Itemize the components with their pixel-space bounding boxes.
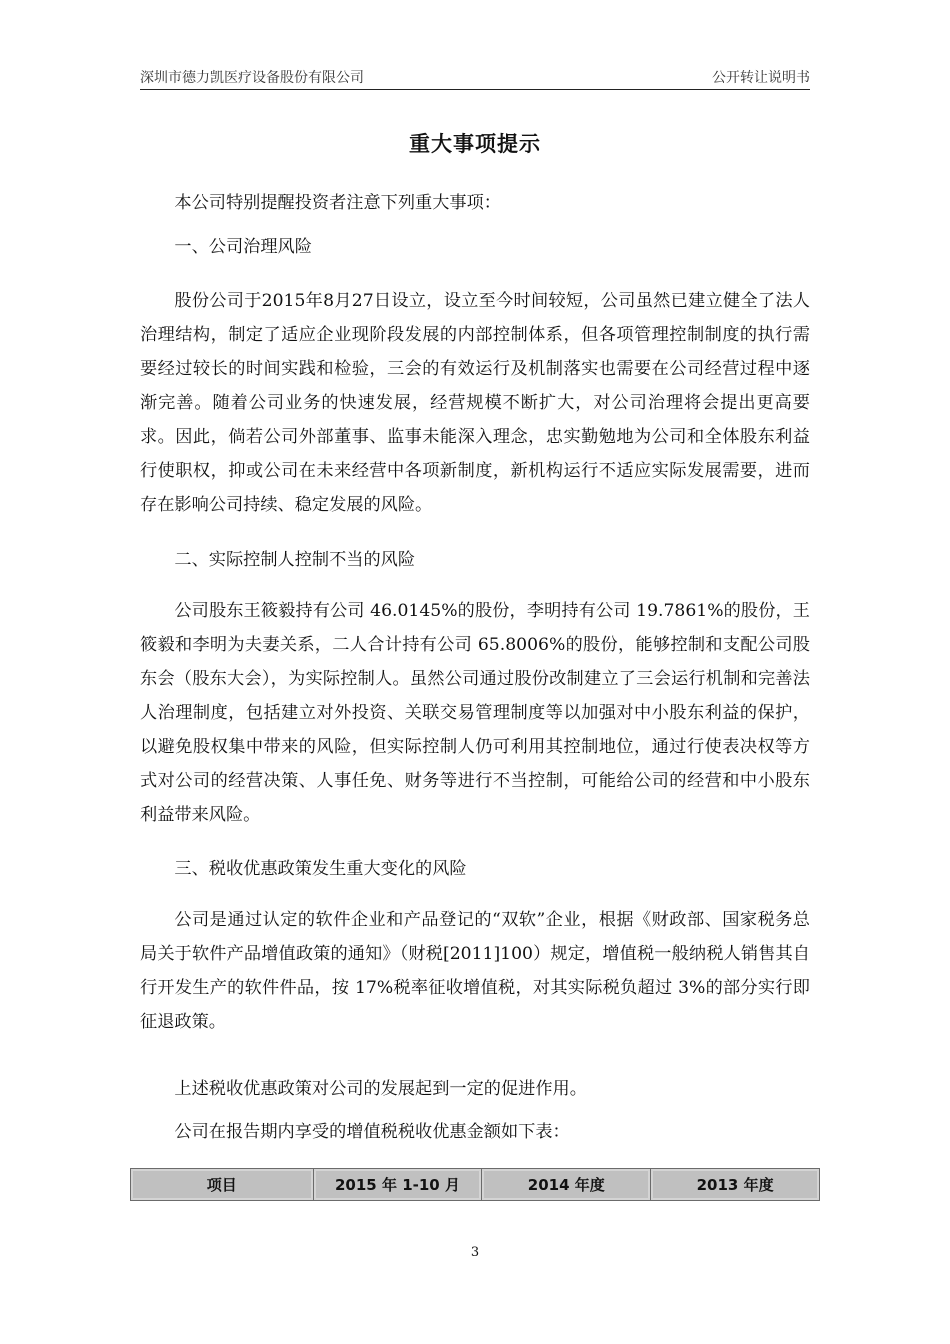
tax-benefit-table <box>130 1168 820 1201</box>
page-header <box>140 66 810 90</box>
table-header-2015: 2015 年 1-10 月 <box>313 1169 482 1201</box>
section-3-heading: 三、税收优惠政策发生重大变化的风险 <box>174 859 467 879</box>
header-document-type: 公开转让说明书 <box>712 70 810 86</box>
page-number: 3 <box>470 1245 480 1260</box>
section-1-heading: 一、公司治理风险 <box>174 237 312 257</box>
table-intro-text: 公司在报告期内享受的增值税税收优惠金额如下表： <box>174 1122 570 1142</box>
section-1-paragraph: 股份公司于2015年8月27日设立，设立至今时间较短，公司虽然已建立健全了法人治理结构，制定了适应企业现阶段发展的内部控制体系，但各项管理控制制度的执行需要经过较长的时间实践和检验，三会的有效运行及机制落实也需要在公司经营过程中逐渐完善。随着公司业务的快速发展，经营规模不断扩大，对公司治理将会提出更高要求。因此，倘若公司外部董事、监事未能深入理念，忠实勤勉地为公司和全体股东利益行使职权，抑或公司在未来经营中各项新制度，新机构运行不适应实际发展需要，进而存在影响公司持续、稳定发展的风险。 <box>140 291 810 515</box>
table-header-2013: 2013 年度 <box>651 1169 820 1201</box>
intro-text: 本公司特别提醒投资者注意下列重大事项： <box>174 193 501 213</box>
section-3-paragraph: 公司是通过认定的软件企业和产品登记的“双软”企业，根据《财政部、国家税务总局关于软件产品增值政策的通知》（财税[2011]100）规定，增值税一般纳税人销售其自行开发生产的软件件品，按 17%税率征收增值税，对其实际税负超过 3%的部分实行即征退政策。 <box>140 910 810 1032</box>
section-2-heading: 二、实际控制人控制不当的风险 <box>174 550 416 570</box>
table-header-item: 项目 <box>131 1169 314 1201</box>
table-header-row <box>131 1169 820 1201</box>
header-company-name: 深圳市德力凯医疗设备股份有限公司 <box>140 70 364 86</box>
section-2-paragraph: 公司股东王筱毅持有公司 46.0145%的股份，李明持有公司 19.7861%的股份，王筱毅和李明为夫妻关系，二人合计持有公司 65.8006%的股份，能够控制和支配公司股东会（股东大会），为实际控制人。虽然公司通过股份改制建立了三会运行机制和完善法人治理制度，包括建立对外投资、关联交易管理制度等以加强对中小股东利益的保护，以避免股权集中带来的风险，但实际控制人仍可利用其控制地位，通过行使表决权等方式对公司的经营决策、人事任免、财务等进行不当控制，可能给公司的经营和中小股东利益带来风险。 <box>140 601 810 825</box>
section-3-note: 上述税收优惠政策对公司的发展起到一定的促进作用。 <box>174 1079 587 1099</box>
table-header-2014: 2014 年度 <box>482 1169 651 1201</box>
page-title: 重大事项提示 <box>409 132 541 156</box>
